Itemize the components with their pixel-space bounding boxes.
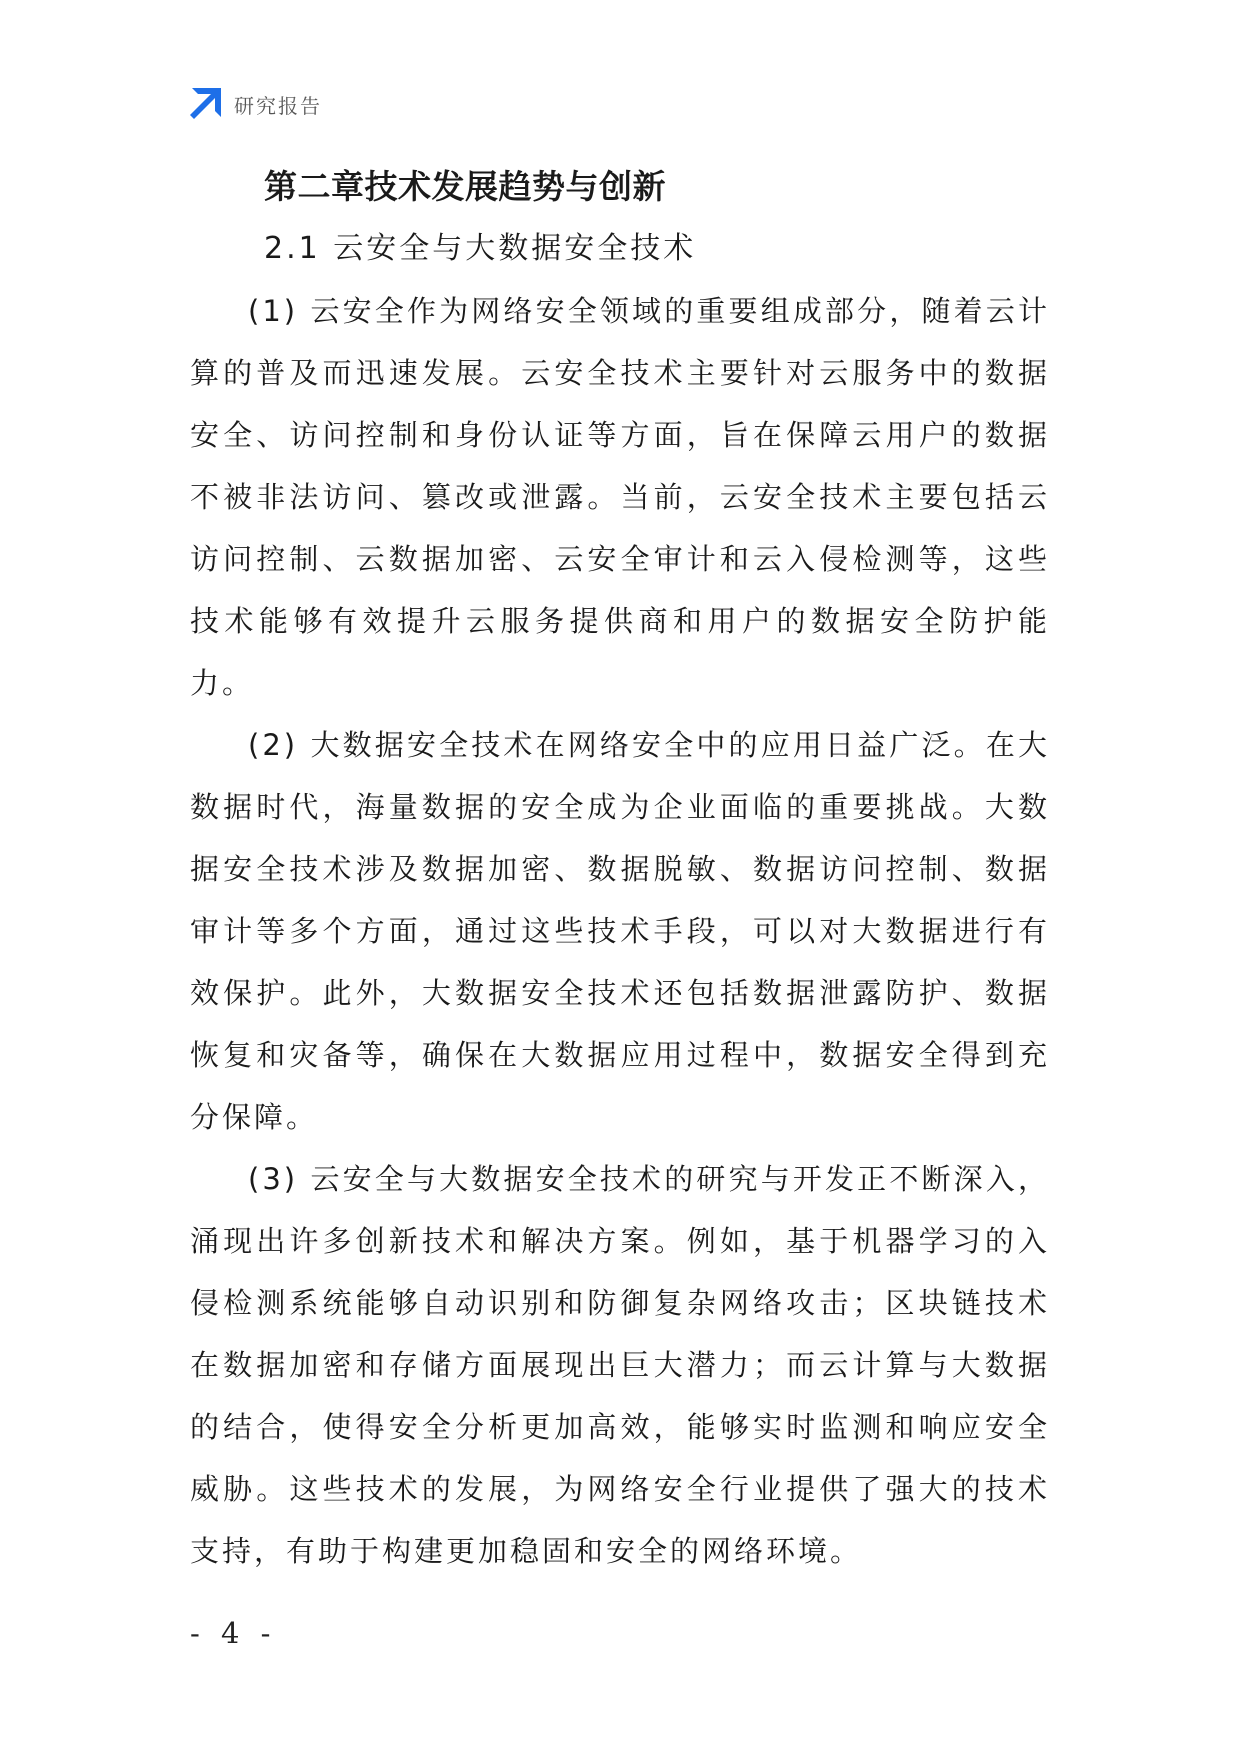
arrow-up-right-icon <box>188 88 221 121</box>
paragraph-1: (1) 云安全作为网络安全领域的重要组成部分，随着云计算的普及而迅速发展。云安全技术主要针对云服务中的数据安全、访问控制和身份认证等方面，旨在保障云用户的数据不被非法访问、篡改或泄露。当前，云安全技术主要包括云访问控制、云数据加密、云安全审计和云入侵检测等，这些技术能够有效提升云服务提供商和用户的数据安全防护能力。 <box>190 294 1050 700</box>
report-header <box>188 86 322 122</box>
paragraph-3: (3) 云安全与大数据安全技术的研究与开发正不断深入，涌现出许多创新技术和解决方案。例如，基于机器学习的入侵检测系统能够自动识别和防御复杂网络攻击；区块链技术在数据加密和存储方面展现出巨大潜力；而云计算与大数据的结合，使得安全分析更加高效，能够实时监测和响应安全威胁。这些技术的发展，为网络安全行业提供了强大的技术支持，有助于构建更加稳固和安全的网络环境。 <box>190 1162 1050 1568</box>
section-title: 2.1 云安全与大数据安全技术 <box>264 231 697 266</box>
chapter-title: 第二章技术发展趋势与创新 <box>264 167 666 206</box>
document-body <box>190 160 1050 1582</box>
header-title: 研究报告 <box>234 93 322 118</box>
page-number: - 4 - <box>190 1616 277 1650</box>
paragraph-2: (2) 大数据安全技术在网络安全中的应用日益广泛。在大数据时代，海量数据的安全成为企业面临的重要挑战。大数据安全技术涉及数据加密、数据脱敏、数据访问控制、数据审计等多个方面，通过这些技术手段，可以对大数据进行有效保护。此外，大数据安全技术还包括数据泄露防护、数据恢复和灾备等，确保在大数据应用过程中，数据安全得到充分保障。 <box>190 728 1050 1134</box>
